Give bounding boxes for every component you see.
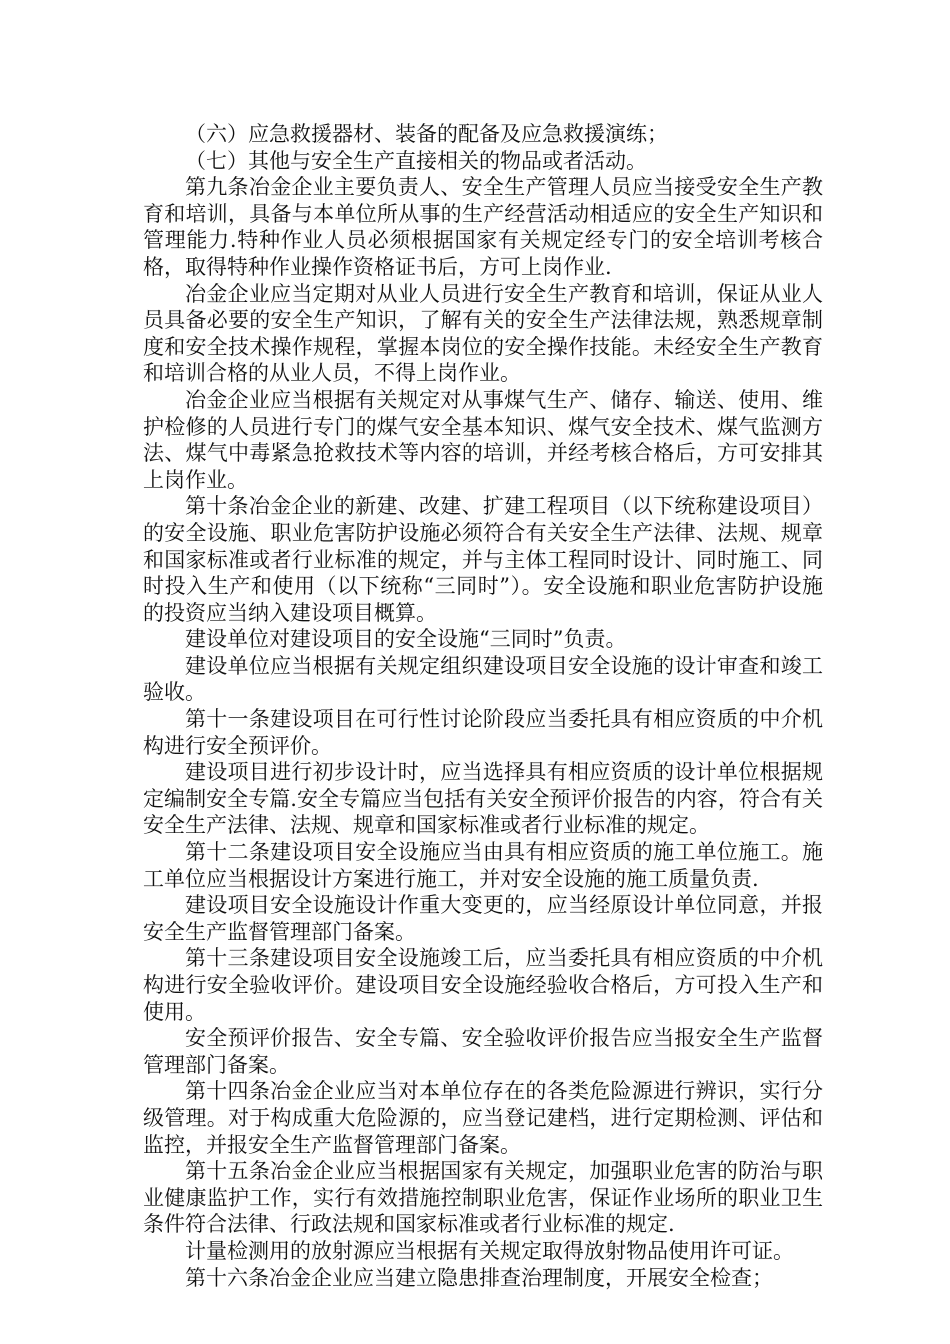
paragraph-employee-training: 冶金企业应当定期对从业人员进行安全生产教育和培训，保证从业人员具备必要的安全生产知识，了解有关的安全生产法律法规，熟悉规章制度和安全技术操作规程，掌握本岗位的安全操作技能。未经安全生产教育和培训合格的从业人员，不得上岗作业。 bbox=[143, 281, 823, 386]
paragraph-article-9: 第九条冶金企业主要负责人、安全生产管理人员应当接受安全生产教育和培训，具备与本单位所从事的生产经营活动相适应的安全生产知识和管理能力.特种作业人员必须根据国家有关规定经专门的安全培训考核合格，取得特种作业操作资格证书后，方可上岗作业. bbox=[143, 175, 823, 279]
paragraph-article-13: 第十三条建设项目安全设施竣工后，应当委托具有相应资质的中介机构进行安全验收评价。建设项目安全设施经验收合格后，方可投入生产和使用。 bbox=[143, 946, 823, 1024]
paragraph-article-10: 第十条冶金企业的新建、改建、扩建工程项目（以下统称建设项目）的安全设施、职业危害防护设施必须符合有关安全生产法律、法规、规章和国家标准或者行业标准的规定，并与主体工程同时设计、同时施工、同时投入生产和使用（以下统称“三同时”）。安全设施和职业危害防护设施的投资应当纳入建设项目概算。 bbox=[143, 494, 823, 625]
paragraph-design-change: 建设项目安全设施设计作重大变更的，应当经原设计单位同意，并报安全生产监督管理部门备案。 bbox=[143, 893, 823, 944]
paragraph-article-15: 第十五条冶金企业应当根据国家有关规定，加强职业危害的防治与职业健康监护工作，实行有效措施控制职业危害，保证作业场所的职业卫生条件符合法律、行政法规和国家标准或者行业标准的规定. bbox=[143, 1159, 823, 1237]
document-body bbox=[143, 121, 823, 1291]
paragraph-preliminary-design: 建设项目进行初步设计时，应当选择具有相应资质的设计单位根据规定编制安全专篇.安全专篇应当包括有关安全预评价报告的内容，符合有关安全生产法律、法规、规章和国家标准或者行业标准的规定。 bbox=[143, 760, 823, 838]
paragraph-article-14: 第十四条冶金企业应当对本单位存在的各类危险源进行辨识，实行分级管理。对于构成重大危险源的，应当登记建档，进行定期检测、评估和监控，并报安全生产监督管理部门备案。 bbox=[143, 1079, 823, 1157]
paragraph-radiation-license: 计量检测用的放射源应当根据有关规定取得放射物品使用许可证。 bbox=[185, 1238, 794, 1263]
paragraph-three-simultaneous: 建设单位对建设项目的安全设施“三同时”负责。 bbox=[185, 627, 627, 652]
paragraph-article-16: 第十六条冶金企业应当建立隐患排查治理制度，开展安全检查； bbox=[185, 1265, 773, 1290]
paragraph-gas-safety-training: 冶金企业应当根据有关规定对从事煤气生产、储存、输送、使用、维护检修的人员进行专门的煤气安全基本知识、煤气安全技术、煤气监测方法、煤气中毒紧急抢救技术等内容的培训，并经考核合格后，方可安排其上岗作业。 bbox=[143, 387, 823, 492]
paragraph-article-12: 第十二条建设项目安全设施应当由具有相应资质的施工单位施工。施工单位应当根据设计方案进行施工，并对安全设施的施工质量负责. bbox=[143, 840, 823, 891]
paragraph-other-items: （七）其他与安全生产直接相关的物品或者活动。 bbox=[185, 148, 647, 173]
paragraph-article-11: 第十一条建设项目在可行性讨论阶段应当委托具有相应资质的中介机构进行安全预评价。 bbox=[143, 707, 823, 758]
paragraph-report-filing: 安全预评价报告、安全专篇、安全验收评价报告应当报安全生产监督管理部门备案。 bbox=[143, 1026, 823, 1077]
paragraph-emergency-equipment: （六）应急救援器材、装备的配备及应急救援演练； bbox=[185, 122, 668, 146]
paragraph-design-review: 建设单位应当根据有关规定组织建设项目安全设施的设计审查和竣工验收。 bbox=[143, 653, 823, 705]
